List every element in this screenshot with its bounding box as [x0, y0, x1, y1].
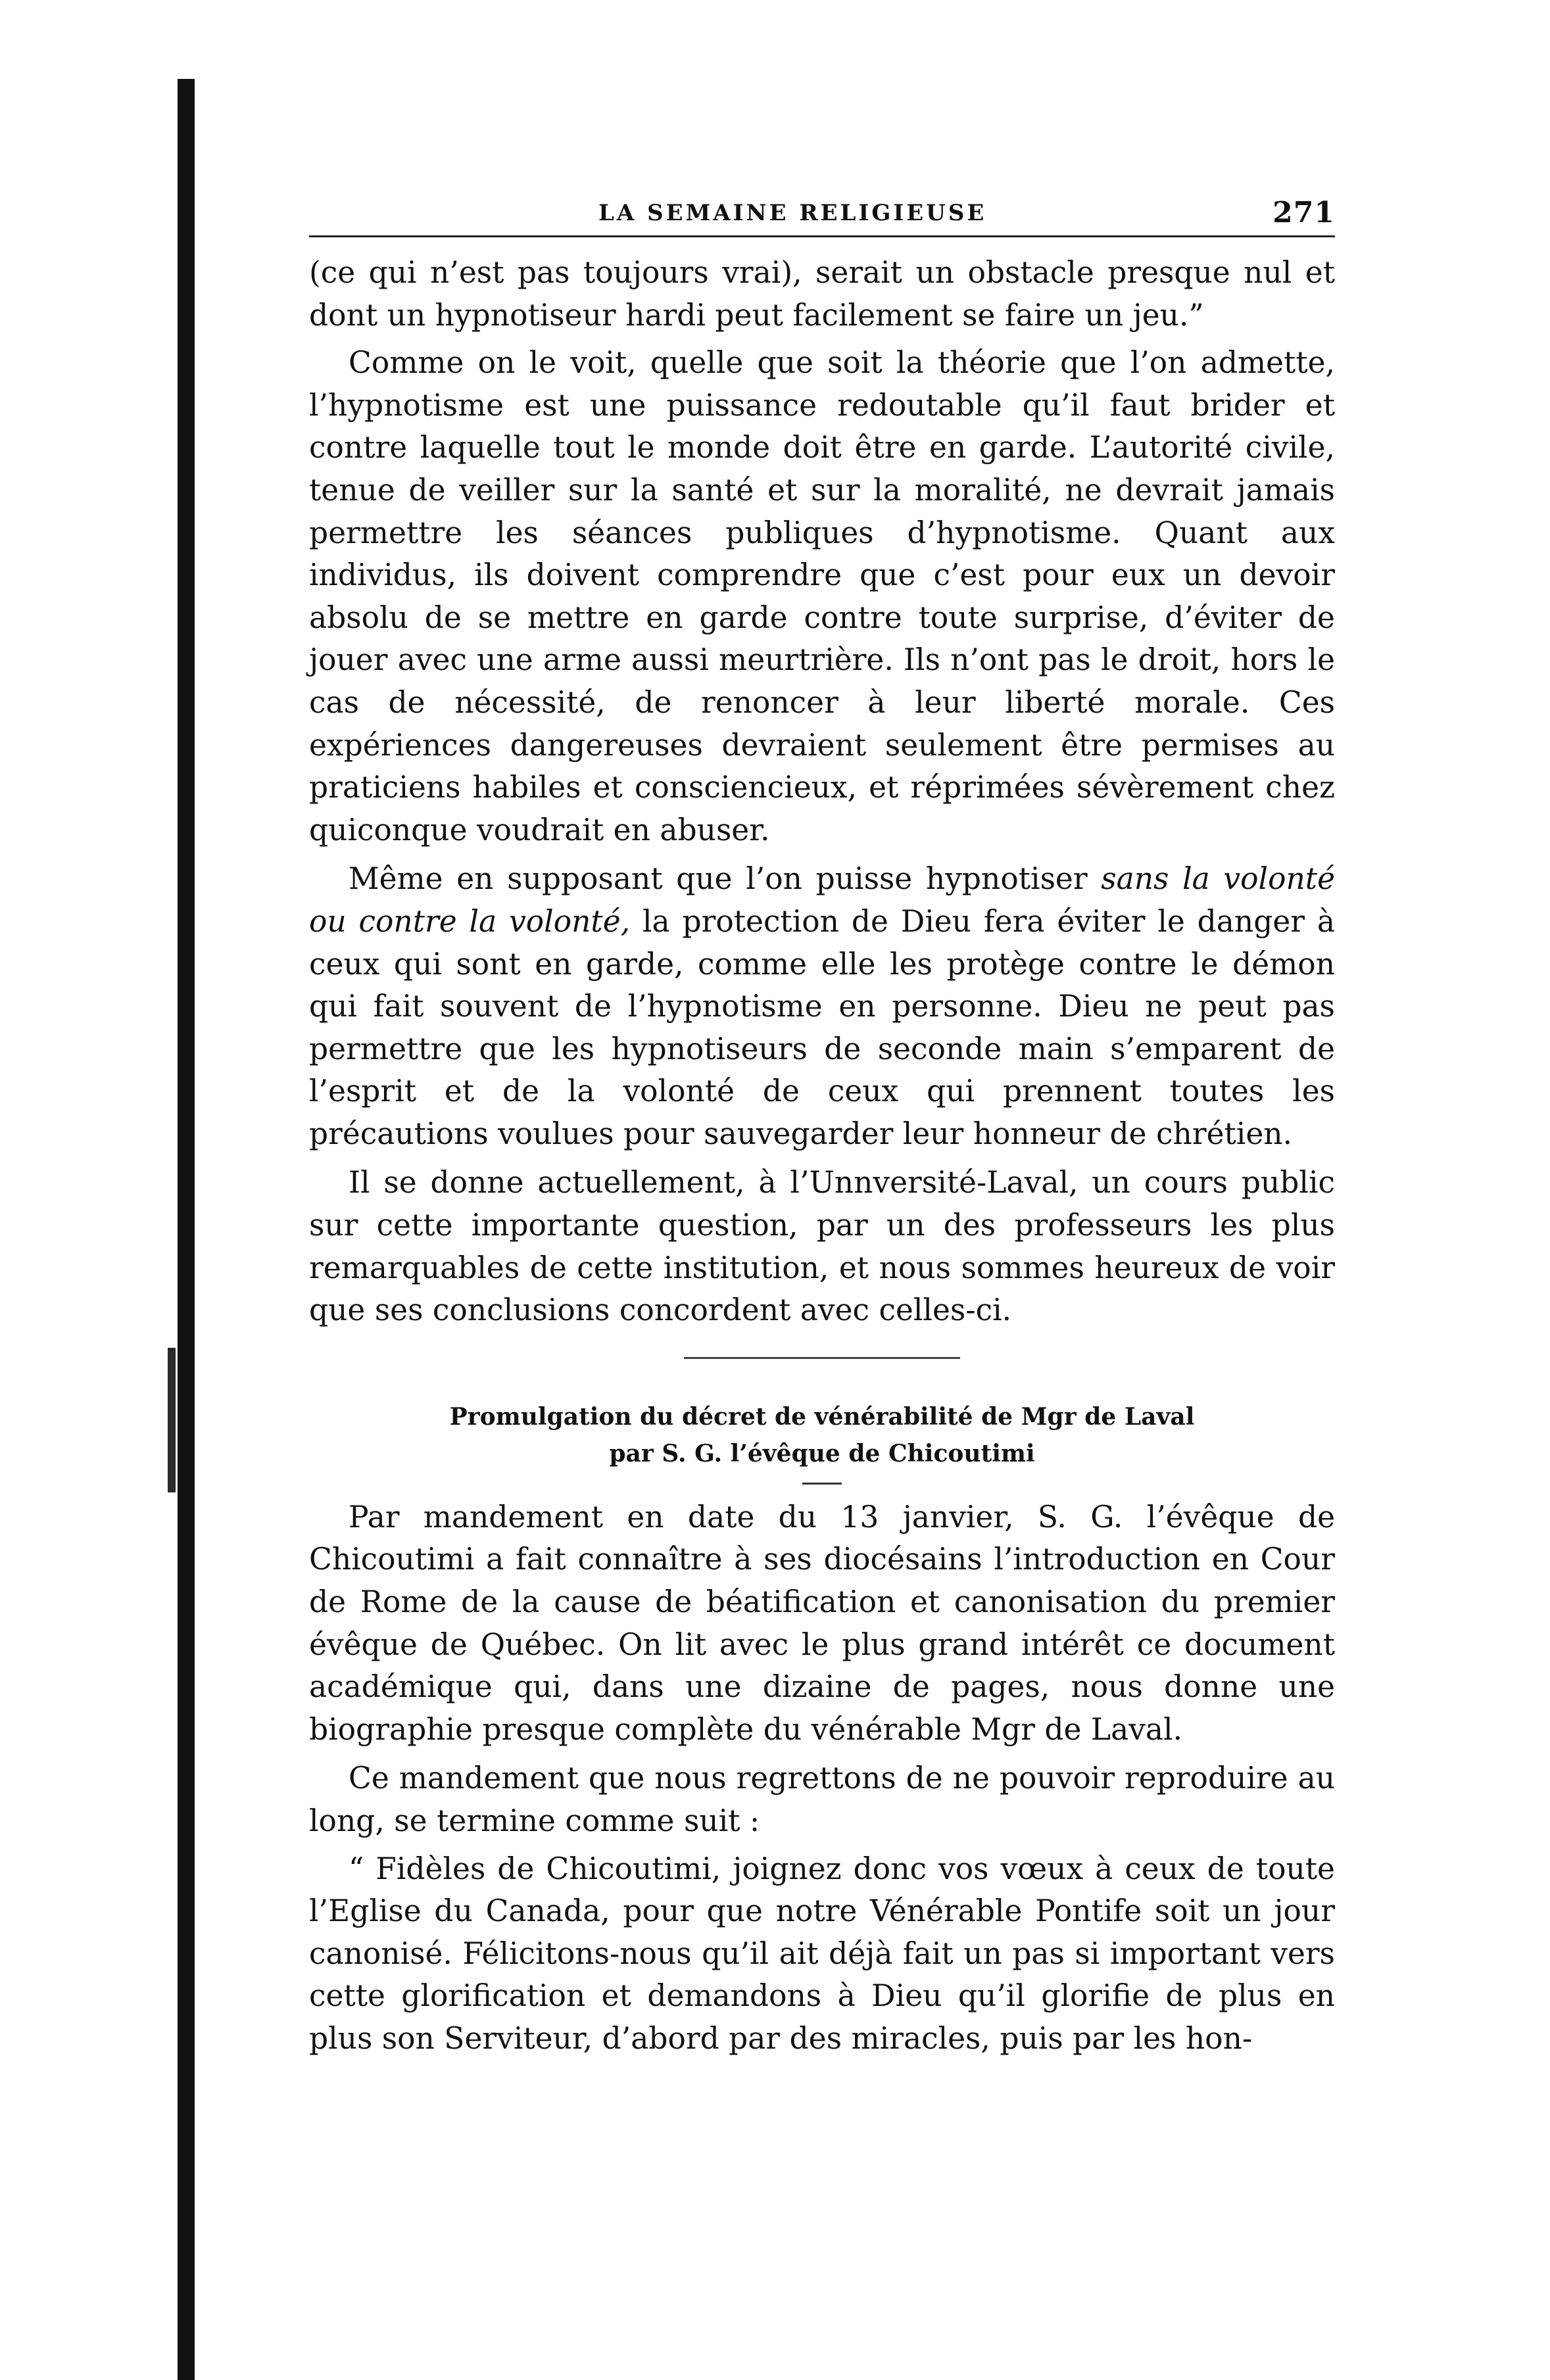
section-heading-line-2: par S. G. l’évêque de Chicoutimi — [609, 1439, 1035, 1467]
paragraph-mandement-close: Ce mandement que nous regrettons de ne pouvoir reproduire au long, se termine comme suit : — [309, 1761, 1335, 1838]
paragraph-divine-protection-italic: sans la volonté ou contre la volonté, — [309, 861, 1335, 939]
page-number: 271 — [1272, 196, 1335, 229]
running-head — [309, 184, 1335, 230]
book-page — [309, 184, 1335, 2060]
page-binding-shadow — [178, 79, 195, 2380]
heading-short-rule — [802, 1483, 842, 1485]
article-body — [309, 252, 1335, 1332]
running-head-title: LA SEMAINE RELIGIEUSE — [598, 200, 987, 226]
paragraph-laval-course: Il se donne actuellement, à l’Unnversité-Laval, un cours public sur cette importante question, par un des professeurs les plus remarquables de cette institution, et nous sommes heureux de voir que ses conclusions concordent avec celles-ci. — [309, 1165, 1335, 1328]
paragraph-continuation: (ce qui n’est pas toujours vrai), serait un obstacle presque nul et dont un hypnotiseur hardi peut facilement se faire un jeu.” — [309, 255, 1335, 333]
section-separator — [684, 1357, 960, 1359]
paragraph-divine-protection-end: la protection de Dieu fera éviter le danger à ceux qui sont en garde, comme elle les protège contre le démon qui fait souvent de l’hypnotisme en personne. Dieu ne peut pas permettre que les hypnotiseurs de seconde main s’emparent de l’esprit et de la volonté de ceux qui prennent toutes les précautions voulues pour sauvegarder leur honneur de chrétien. — [309, 903, 1335, 1151]
paragraph-quotation: “ Fidèles de Chicoutimi, joignez donc vos vœux à ceux de toute l’Eglise du Canada, pour que notre Vénérable Pontife soit un jour canonisé. Félicitons-nous qu’il ait déjà fait un pas si important vers cette glorification et demandons à Dieu qu’il glorifie de plus en plus son Serviteur, d’abord par des miracles, puis par les hon- — [309, 1851, 1335, 2056]
header-rule — [309, 235, 1335, 237]
section-body — [309, 1496, 1335, 2060]
paragraph-divine-protection-start: Même en supposant que l’on puisse hypnotiser — [349, 861, 1102, 897]
page-binding-mark — [168, 1348, 176, 1492]
paragraph-divine-protection — [309, 858, 1335, 1155]
paragraph-mandement: Par mandement en date du 13 janvier, S. G. l’évêque de Chicoutimi a fait connaître à ses diocésains l’introduction en Cour de Rome de la cause de béatification et canonisation du premier évêque de Québec. On lit avec le plus grand intérêt ce document académique qui, dans une dizaine de pages, nous donne une biographie presque complète du vénérable Mgr de Laval. — [309, 1499, 1335, 1747]
section-heading-line-1: Promulgation du décret de vénérabilité de Mgr de Laval — [449, 1402, 1195, 1431]
paragraph-hypnotism-authority: Comme on le voit, quelle que soit la théorie que l’on admette, l’hypnotisme est une puissance redoutable qu’il faut brider et contre laquelle tout le monde doit être en garde. L’autorité civile, tenue de veiller sur la santé et sur la moralité, ne devrait jamais permettre les séances publiques d’hypnotisme. Quant aux individus, ils doivent comprendre que c’est pour eux un devoir absolu de se mettre en garde contre toute surprise, d’éviter de jouer avec une arme aussi meurtrière. Ils n’ont pas le droit, hors le cas de nécessité, de renoncer à leur liberté morale. Ces expériences dangereuses devraient seulement être permises au praticiens habiles et consciencieux, et réprimées sévèrement chez quiconque voudrait en abuser. — [309, 345, 1335, 847]
